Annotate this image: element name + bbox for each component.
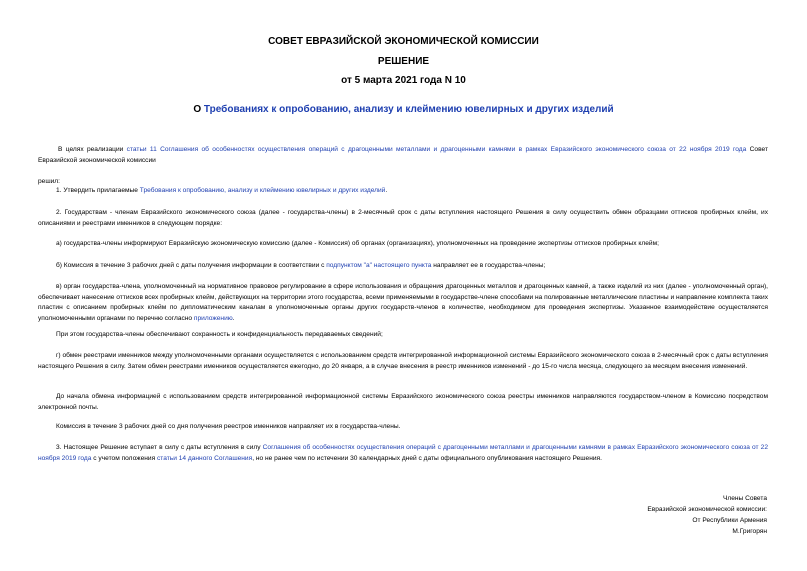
decided-label: решил: (38, 178, 60, 185)
item-2: 2. Государствам - членам Евразийского экономического союза (далее - государства-члены) в 2-месячный срок с даты вступления настоящего Решения в силу осуществить обмен образцами оттисков пробирных клейм, их описаниями и реестрами именников в следующем порядке: (38, 209, 768, 227)
item-3-article14-link[interactable]: статьи 14 данного Соглашения (157, 454, 253, 462)
item-2b-text-2: направляет ее в государства-члены; (431, 262, 546, 269)
item-2v-annex-link[interactable]: приложению (193, 314, 233, 322)
item-2b-subparagraph-link[interactable]: подпунктом "а" настоящего пункта (326, 262, 432, 269)
item-1-text-1: 1. Утвердить прилагаемые (56, 187, 140, 194)
org-title: СОВЕТ ЕВРАЗИЙСКОЙ ЭКОНОМИЧЕСКОЙ КОМИССИИ (268, 36, 539, 47)
item-3 (38, 443, 768, 464)
item-2b-text-1: б) Комиссия в течение 3 рабочих дней с даты получения информации в соответствии с (56, 262, 327, 269)
item-1-text-2: . (385, 187, 388, 194)
item-2g: г) обмен реестрами именников между уполномоченными органами осуществляется с использованием средств интегрированной информационной системы Евразийского экономического союза в 2-месячный срок с даты вступления настоящего Решения в силу. Затем обмен реестрами именников осуществляется ежегодно, до 20 января, а в случае внесения в реестр именников изменений - до 15-го числа месяца, следующего за месяцем внесения изменений. (38, 352, 768, 370)
doc-type: РЕШЕНИЕ (377, 56, 430, 67)
subject-link[interactable]: Требованиях к опробованию, анализу и клеймению ювелирных и других изделий (203, 104, 614, 115)
signature-line-3: От Республики Армения (692, 517, 767, 524)
item-1-requirements-link[interactable]: Требования к опробованию, анализу и клеймению ювелирных и других изделий (139, 187, 386, 194)
item-3-agreement-link[interactable]: Соглашения об особенностях осуществления операций с драгоценными металлами и драгоценными камнями в рамках Евразийского экономического союза от 22 ноября 2019 года (38, 444, 768, 462)
signature-line-2: Евразийской экономической комиссии: (647, 506, 767, 513)
item-before-exchange: До начала обмена информацией с использованием средств интегрированной информационной системы Евразийского экономического союза реестры именников направляются государством-членом в Комиссию посредством электронной почты. (38, 393, 768, 411)
doc-date-number: от 5 марта 2021 года N 10 (341, 75, 466, 86)
item-1 (38, 186, 768, 197)
subject-prefix: О (193, 104, 204, 115)
preamble-link-article11[interactable]: статьи 11 Соглашения об особенностях осуществления операций с драгоценными металлами и драгоценными камнями в рамках Евразийского экономического союза от 22 ноября 2019 года (126, 146, 747, 153)
item-3-text-1: 3. Настоящее Решение вступает в силу с даты вступления в силу (56, 444, 263, 451)
signature-line-4: М.Григорян (732, 528, 767, 535)
doc-subject (0, 104, 807, 115)
preamble-text-1: В целях реализации (58, 146, 127, 153)
signature-block (567, 493, 767, 537)
preamble-text-2: Совет Евразийской экономической комиссии (38, 146, 769, 164)
item-commission: Комиссия в течение 3 рабочих дней со дня получения реестров именников направляет их в государства-члены. (56, 423, 401, 430)
item-3-text-3: , но не ранее чем по истечении 30 календарных дней с даты официального опубликования настоящего Решения. (252, 454, 602, 462)
item-2v-text-1: в) орган государства-члена, уполномоченный на нормативное правовое регулирование в сфере использования и обращения драгоценных металлов и драгоценных камней, а также изделий из них (далее - уполномоченный орган), обеспечивает нанесение оттисков всех пробирных клейм, действующих на территории этого государства, всеми применяемыми в государстве-члене способами на полированные металлические пластины и направление комплекта таких пластин с описанием пробирных клейм по дипломатическим каналам в уполномоченные органы других государств-членов в количестве, необходимом для проведения экспертизы. Указанное взаимодействие осуществляется уполномоченными органами по перечню согласно (38, 283, 768, 322)
item-2v (38, 282, 768, 324)
item-confidentiality: При этом государства-члены обеспечивают сохранность и конфиденциальность передаваемых сведений; (56, 331, 383, 338)
item-3-text-2: с учетом положения (91, 454, 157, 462)
item-2v-text-2: . (232, 314, 235, 322)
item-2b (38, 261, 768, 272)
item-2a: а) государства-члены информируют Евразийскую экономическую комиссию (далее - Комиссия) об органах (организациях), уполномоченных на проведение экспертизы оттисков пробирных клейм; (56, 240, 659, 247)
signature-line-1: Члены Совета (722, 495, 767, 502)
preamble (38, 145, 768, 166)
